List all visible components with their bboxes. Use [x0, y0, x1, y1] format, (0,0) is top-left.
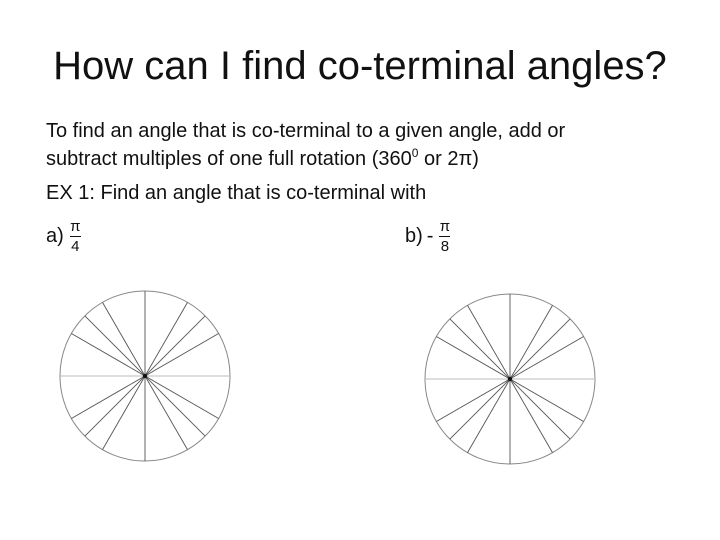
part-b-numerator: π — [439, 217, 451, 235]
part-a-fraction — [70, 218, 81, 255]
slide-body — [46, 117, 686, 207]
slide-title: How can I find co-terminal angles? — [53, 44, 667, 88]
instruction-line-2-end: or 2π) — [418, 148, 479, 170]
part-b-sign: - — [426, 224, 434, 247]
degree-superscript: 0 — [411, 146, 419, 160]
instruction-line-1: To find an angle that is co-terminal to a given angle, add or — [46, 120, 566, 142]
part-b-fraction — [439, 218, 450, 255]
instruction-line-2 — [46, 145, 686, 173]
part-a-denominator: 4 — [71, 237, 80, 255]
part-b-label — [405, 213, 450, 259]
center-point — [508, 377, 512, 381]
part-a-letter: a) — [46, 224, 64, 247]
fraction-bar — [70, 236, 81, 237]
part-b-denominator: 8 — [440, 237, 450, 255]
part-a-label — [46, 213, 81, 259]
unit-circle-b — [420, 289, 600, 469]
part-a-numerator: π — [70, 217, 81, 235]
instruction-line-2-text: subtract multiples of one full rotation (360 — [46, 148, 412, 170]
unit-circle-a — [55, 286, 235, 466]
example-prompt: EX 1: Find an angle that is co-terminal with — [46, 182, 427, 204]
fraction-bar — [439, 236, 450, 237]
part-b-letter: b) — [405, 224, 423, 247]
center-point — [143, 374, 147, 378]
